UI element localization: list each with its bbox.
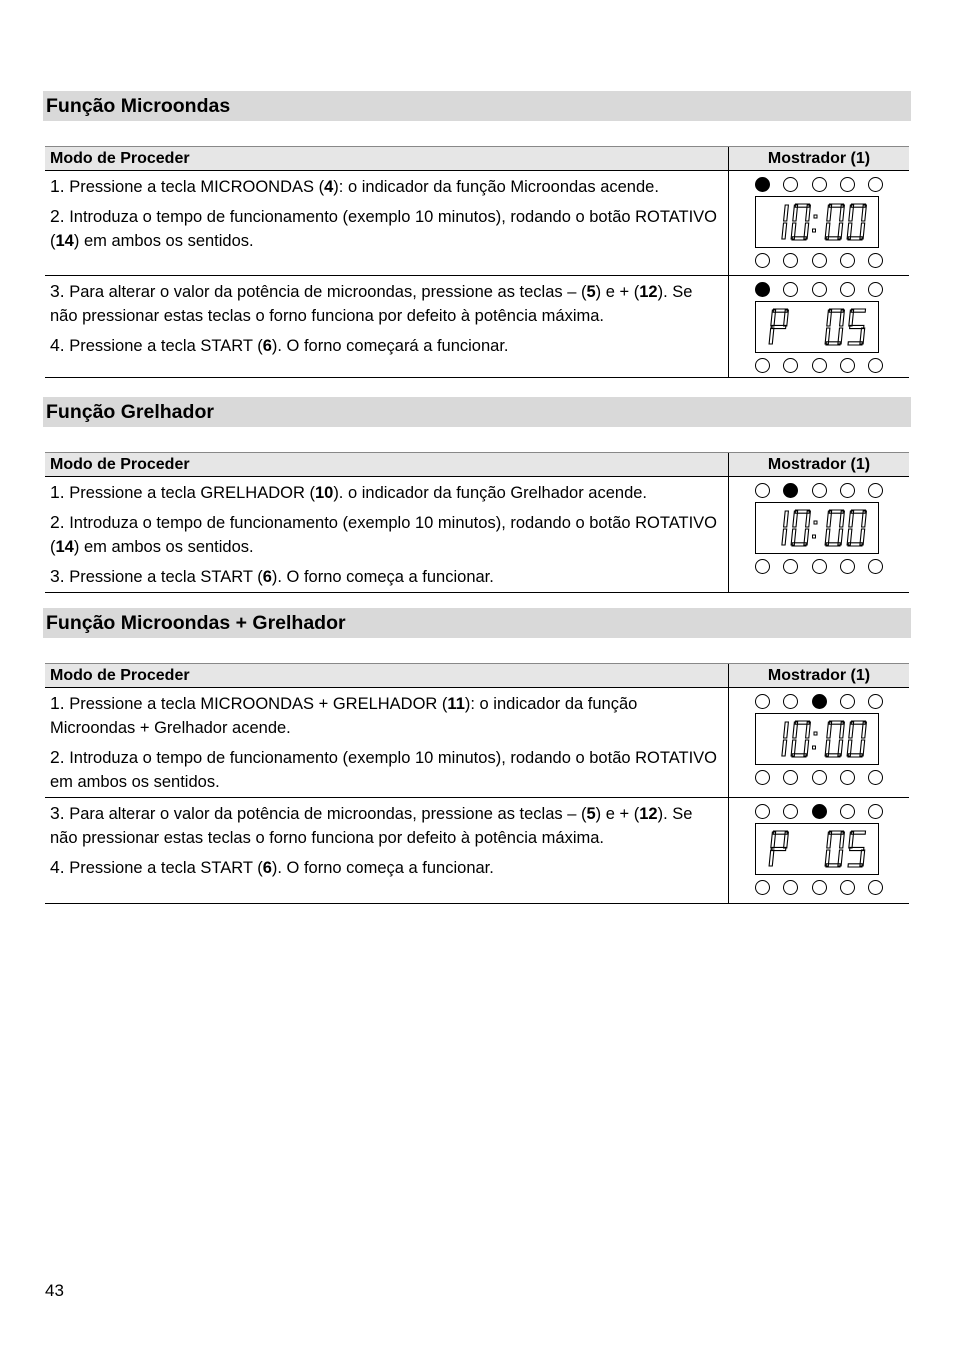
step-number: 1.: [50, 693, 65, 713]
indicator-on-icon: [812, 804, 827, 819]
indicator-off-icon: [840, 804, 855, 819]
function-indicators-top: [755, 692, 883, 710]
lcd-digit: [782, 205, 789, 239]
step-text: ). O forno começa a funcionar.: [271, 859, 494, 877]
indicator-off-icon: [840, 253, 855, 268]
col-header-procedure: Modo de Proceder: [45, 147, 729, 171]
indicator-off-icon: [840, 483, 855, 498]
step-text: ). o indicador da função Grelhador acende.: [333, 484, 648, 502]
steps-cell: [45, 477, 729, 593]
step-text: ). O forno começará a funcionar.: [271, 337, 509, 355]
step-text: Introduza o tempo de funcionamento (exemplo 10 minutos), rodando o botão ROTATIVO em ambos os sentidos.: [50, 749, 718, 791]
indicator-off-icon: [755, 559, 770, 574]
indicator-on-icon: [783, 483, 798, 498]
section-microondas-grelhador: [43, 608, 911, 877]
key-reference: 5: [586, 805, 596, 823]
step-text: ) e + (: [595, 283, 640, 301]
col-header-display: Mostrador (1): [729, 453, 910, 477]
step-text: Pressione a tecla MICROONDAS (: [64, 178, 325, 196]
steps-cell: [45, 276, 729, 378]
lcd-colon: [813, 535, 816, 538]
step-text: ). O forno começa a funcionar.: [271, 568, 494, 586]
step-item: [50, 333, 724, 358]
indicator-off-icon: [840, 559, 855, 574]
key-reference: 4: [324, 178, 334, 196]
step-number: 2.: [50, 512, 65, 532]
step-item: [50, 801, 724, 850]
indicator-off-icon: [868, 253, 883, 268]
indicator-off-icon: [840, 880, 855, 895]
step-text: Introduza o tempo de funcionamento (exemplo 10 minutos), rodando o botão ROTATIVO (: [50, 514, 718, 556]
lcd-digit: [825, 510, 844, 546]
table-row: [45, 477, 909, 593]
function-indicators-bottom: [755, 878, 883, 896]
step-item: [50, 480, 724, 505]
key-reference: 6: [262, 337, 272, 355]
key-reference: 5: [586, 283, 596, 301]
function-indicators-bottom: [755, 251, 883, 269]
display-cell: [729, 798, 910, 904]
indicator-off-icon: [840, 694, 855, 709]
lcd-colon: [814, 521, 817, 524]
indicator-off-icon: [755, 804, 770, 819]
oven-display: [755, 280, 883, 374]
section-title: Função Grelhador: [43, 397, 911, 427]
lcd-digit: [825, 721, 844, 757]
step-item: [50, 691, 724, 740]
lcd-digit: [769, 831, 788, 866]
step-number: 4.: [50, 335, 65, 355]
function-indicators-top: [755, 481, 883, 499]
indicator-off-icon: [868, 483, 883, 498]
indicator-off-icon: [840, 770, 855, 785]
section-title: Função Microondas + Grelhador: [43, 608, 911, 638]
step-item: [50, 564, 724, 589]
table-row: [45, 688, 909, 798]
indicator-off-icon: [868, 880, 883, 895]
indicator-off-icon: [812, 253, 827, 268]
step-number: 4.: [50, 857, 65, 877]
page-number: 43: [45, 1281, 64, 1300]
lcd-digit: [847, 721, 866, 757]
indicator-off-icon: [868, 694, 883, 709]
indicator-off-icon: [812, 880, 827, 895]
oven-display: [755, 802, 883, 896]
lcd-screen: [755, 823, 879, 875]
indicator-off-icon: [868, 282, 883, 297]
indicator-off-icon: [783, 358, 798, 373]
lcd-digit: [848, 309, 866, 345]
indicator-off-icon: [783, 177, 798, 192]
col-header-procedure: Modo de Proceder: [45, 664, 729, 688]
step-text: Pressione a tecla GRELHADOR (: [64, 484, 315, 502]
indicator-off-icon: [868, 358, 883, 373]
oven-display: [755, 175, 883, 269]
step-text: ) em ambos os sentidos.: [73, 232, 254, 250]
step-text: Pressione a tecla START (: [64, 859, 263, 877]
procedure-table: [45, 146, 909, 378]
indicator-off-icon: [812, 282, 827, 297]
lcd-screen: [755, 502, 879, 554]
indicator-on-icon: [755, 177, 770, 192]
col-header-display: Mostrador (1): [729, 664, 910, 688]
step-text: Pressione a tecla START (: [64, 337, 263, 355]
step-text: ) e + (: [595, 805, 640, 823]
indicator-off-icon: [783, 880, 798, 895]
function-indicators-top: [755, 802, 883, 820]
function-indicators-top: [755, 280, 883, 298]
indicator-off-icon: [755, 770, 770, 785]
lcd-digits: [765, 719, 869, 759]
procedure-table: [45, 452, 909, 593]
lcd-colon: [814, 215, 817, 218]
display-cell: [729, 171, 910, 276]
step-text: Para alterar o valor da potência de microondas, pressione as teclas – (: [64, 283, 587, 301]
indicator-off-icon: [783, 282, 798, 297]
step-item: [50, 745, 724, 794]
key-reference: 10: [314, 484, 334, 502]
lcd-digits: [765, 508, 869, 548]
step-text: ). Se não pressionar estas teclas o forno funciona por defeito à potência máxima.: [50, 283, 693, 325]
steps-cell: [45, 171, 729, 276]
lcd-digits: [765, 307, 869, 347]
indicator-off-icon: [840, 282, 855, 297]
col-header-display: Mostrador (1): [729, 147, 910, 171]
step-item: [50, 510, 724, 559]
indicator-off-icon: [812, 358, 827, 373]
table-row: [45, 276, 909, 378]
lcd-digit: [791, 721, 810, 757]
indicator-off-icon: [868, 804, 883, 819]
step-number: 3.: [50, 281, 65, 301]
display-cell: [729, 688, 910, 798]
indicator-off-icon: [812, 559, 827, 574]
step-number: 3.: [50, 803, 65, 823]
step-text: ): o indicador da função Microondas acende.: [333, 178, 659, 196]
lcd-screen: [755, 713, 879, 765]
lcd-digit: [782, 511, 789, 545]
step-text: Pressione a tecla MICROONDAS + GRELHADOR (: [64, 695, 448, 713]
lcd-colon: [814, 732, 817, 735]
lcd-digit: [782, 722, 789, 756]
indicator-off-icon: [812, 770, 827, 785]
indicator-off-icon: [868, 177, 883, 192]
step-number: 1.: [50, 176, 65, 196]
indicator-off-icon: [840, 358, 855, 373]
display-cell: [729, 276, 910, 378]
step-text: Para alterar o valor da potência de microondas, pressione as teclas – (: [64, 805, 587, 823]
steps-cell: [45, 798, 729, 904]
step-text: ): o indicador da função Microondas + Grelhador acende.: [50, 695, 638, 737]
step-text: ) em ambos os sentidos.: [73, 538, 254, 556]
oven-display: [755, 481, 883, 575]
oven-display: [755, 692, 883, 786]
indicator-off-icon: [783, 559, 798, 574]
indicator-off-icon: [755, 483, 770, 498]
step-item: [50, 204, 724, 253]
key-reference: 12: [639, 805, 658, 823]
lcd-digit: [848, 831, 866, 867]
lcd-digit: [847, 204, 866, 240]
key-reference: 14: [55, 232, 74, 250]
lcd-colon: [813, 746, 816, 749]
procedure-table: [45, 663, 909, 904]
indicator-off-icon: [812, 177, 827, 192]
step-text: Introduza o tempo de funcionamento (exemplo 10 minutos), rodando o botão ROTATIVO (: [50, 208, 718, 250]
lcd-digits: [765, 829, 869, 869]
indicator-off-icon: [812, 483, 827, 498]
key-reference: 11: [447, 695, 465, 713]
indicator-off-icon: [755, 694, 770, 709]
key-reference: 14: [55, 538, 74, 556]
table-row: [45, 798, 909, 904]
indicator-off-icon: [783, 804, 798, 819]
lcd-digit: [825, 309, 844, 345]
lcd-screen: [755, 196, 879, 248]
function-indicators-bottom: [755, 356, 883, 374]
section-microondas: [43, 91, 911, 355]
indicator-off-icon: [868, 770, 883, 785]
function-indicators-top: [755, 175, 883, 193]
display-cell: [729, 477, 910, 593]
lcd-digits: [765, 202, 869, 242]
steps-cell: [45, 688, 729, 798]
lcd-digit: [791, 204, 810, 240]
lcd-screen: [755, 301, 879, 353]
step-text: ). Se não pressionar estas teclas o forno funciona por defeito à potência máxima.: [50, 805, 693, 847]
lcd-digit: [825, 831, 844, 867]
indicator-off-icon: [783, 253, 798, 268]
indicator-off-icon: [868, 559, 883, 574]
indicator-on-icon: [755, 282, 770, 297]
step-item: [50, 279, 724, 328]
lcd-digit: [847, 510, 866, 546]
indicator-on-icon: [812, 694, 827, 709]
step-item: [50, 855, 724, 880]
indicator-off-icon: [755, 880, 770, 895]
step-item: [50, 174, 724, 199]
function-indicators-bottom: [755, 557, 883, 575]
indicator-off-icon: [783, 694, 798, 709]
key-reference: 6: [262, 859, 272, 877]
table-row: [45, 171, 909, 276]
step-number: 2.: [50, 747, 65, 767]
step-text: Pressione a tecla START (: [64, 568, 263, 586]
step-number: 2.: [50, 206, 65, 226]
step-number: 1.: [50, 482, 65, 502]
function-indicators-bottom: [755, 768, 883, 786]
key-reference: 6: [262, 568, 272, 586]
indicator-off-icon: [783, 770, 798, 785]
indicator-off-icon: [755, 253, 770, 268]
key-reference: 12: [639, 283, 658, 301]
indicator-off-icon: [755, 358, 770, 373]
lcd-digit: [769, 309, 788, 344]
section-grelhador: [43, 397, 911, 586]
section-title: Função Microondas: [43, 91, 911, 121]
col-header-procedure: Modo de Proceder: [45, 453, 729, 477]
lcd-colon: [813, 229, 816, 232]
lcd-digit: [825, 204, 844, 240]
indicator-off-icon: [840, 177, 855, 192]
lcd-digit: [791, 510, 810, 546]
step-number: 3.: [50, 566, 65, 586]
